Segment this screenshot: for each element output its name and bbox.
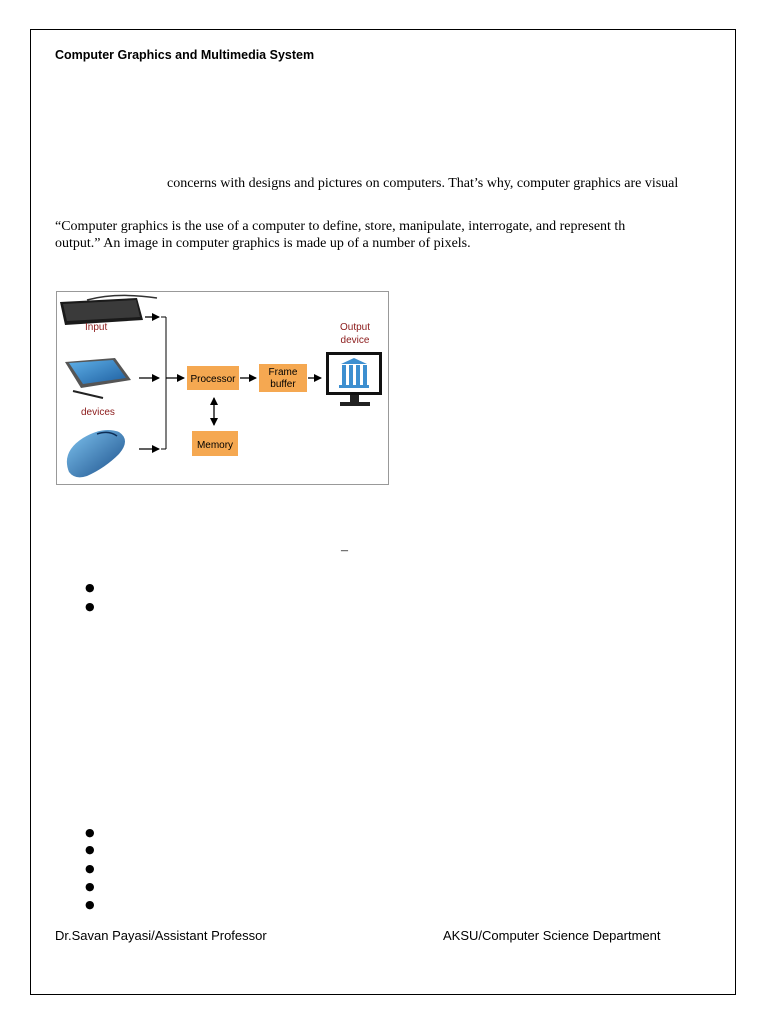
- input-label: Input: [85, 322, 108, 333]
- monitor-icon: [326, 352, 382, 406]
- body-line-1: concerns with designs and pictures on computers. That’s why, computer graphics are visual: [167, 176, 679, 191]
- page-header-title: Computer Graphics and Multimedia System: [55, 48, 315, 62]
- processor-label: Processor: [190, 374, 236, 385]
- body-line-3: output.” An image in computer graphics is made up of a number of pixels.: [55, 236, 471, 251]
- mouse-icon: [67, 430, 125, 477]
- bullet-point: ●: [85, 898, 95, 911]
- graphics-system-diagram: [56, 291, 389, 485]
- devices-label: devices: [81, 407, 115, 418]
- buffer-label: buffer: [270, 379, 296, 390]
- bullet-point: ●: [85, 843, 95, 856]
- bullet-point: ●: [85, 862, 95, 875]
- dash-mark: –: [341, 543, 348, 558]
- frame-label: Frame: [268, 367, 298, 378]
- footer-department: AKSU/Computer Science Department: [443, 928, 661, 943]
- device-label: device: [340, 335, 370, 346]
- tablet-icon: [65, 358, 131, 398]
- output-label: Output: [339, 322, 371, 333]
- bullet-point: ●: [85, 826, 95, 839]
- body-line-2: “Computer graphics is the use of a computer to define, store, manipulate, interrogate, and represent th: [55, 219, 626, 234]
- footer-author: Dr.Savan Payasi/Assistant Professor: [55, 928, 267, 943]
- bullet-point: ●: [85, 880, 95, 893]
- bullet-point: ●: [85, 600, 95, 613]
- page-border: [30, 29, 736, 995]
- bullet-point: ●: [85, 581, 95, 594]
- memory-label: Memory: [196, 440, 234, 451]
- keyboard-icon: [60, 295, 157, 325]
